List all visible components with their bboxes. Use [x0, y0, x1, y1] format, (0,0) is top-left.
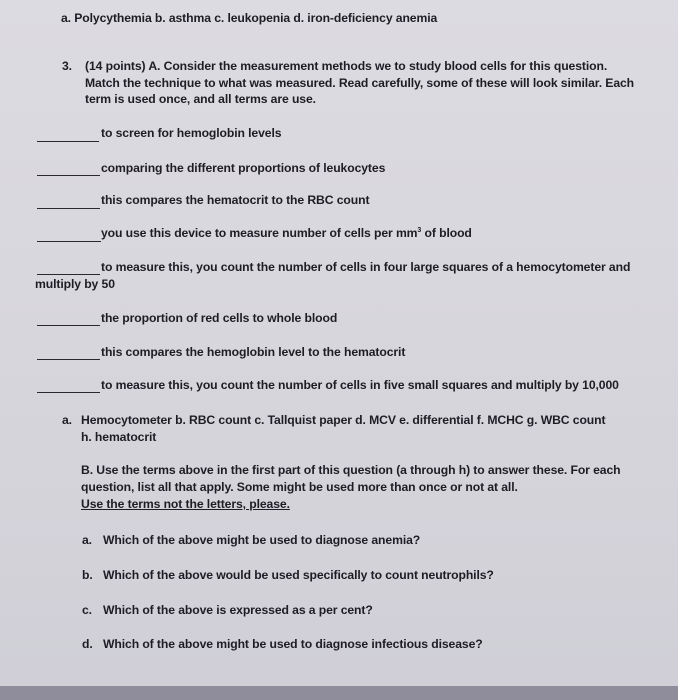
- partB-line2: question, list all that apply. Some might be used more than once or not at all.: [81, 480, 518, 494]
- answer-blank[interactable]: [37, 141, 99, 142]
- match-item: the proportion of red cells to whole blood: [101, 311, 338, 325]
- answer-blank[interactable]: [37, 359, 100, 360]
- question-letter: d.: [82, 637, 93, 651]
- match-item: comparing the different proportions of leukocytes: [101, 161, 386, 175]
- answer-blank[interactable]: [37, 175, 100, 176]
- q3-number: 3.: [62, 59, 72, 73]
- partB-line1: B. Use the terms above in the first part of this question (a through h) to answer these. For each: [81, 463, 621, 477]
- q3-header-line3: term is used once, and all terms are use.: [85, 92, 316, 106]
- question-letter: c.: [82, 603, 92, 617]
- terms-list-line1: Hemocytometer b. RBC count c. Tallquist paper d. MCV e. differential f. MCHC g. WBC count: [81, 413, 606, 427]
- match-item-continuation: multiply by 50: [35, 277, 115, 291]
- answer-blank[interactable]: [37, 392, 100, 393]
- match-item: to measure this, you count the number of cells in five small squares and multiply by 10,000: [101, 378, 619, 392]
- q2-answer-options: a. Polycythemia b. asthma c. leukopenia d. iron-deficiency anemia: [61, 11, 438, 25]
- question-text: Which of the above might be used to diagnose infectious disease?: [103, 637, 483, 651]
- match-item: this compares the hematocrit to the RBC count: [101, 193, 370, 207]
- answer-blank[interactable]: [37, 208, 100, 209]
- match-item: this compares the hemoglobin level to the hematocrit: [101, 345, 406, 359]
- terms-list-line2: h. hematocrit: [81, 430, 157, 444]
- match-item: to measure this, you count the number of cells in four large squares of a hemocytometer and: [101, 260, 631, 274]
- q3-header-line1: (14 points) A. Consider the measurement methods we to study blood cells for this question.: [85, 59, 608, 73]
- question-letter: a.: [82, 533, 92, 547]
- question-letter: b.: [82, 568, 93, 582]
- match-item: you use this device to measure number of cells per $mm^3$ of blood: [101, 226, 472, 240]
- answer-blank[interactable]: [37, 241, 101, 242]
- q3-header-line2: Match the technique to what was measured. Read carefully, some of these will look similar. Each: [85, 76, 635, 90]
- question-text: Which of the above might be used to diagnose anemia?: [103, 533, 421, 547]
- question-text: Which of the above would be used specifically to count neutrophils?: [103, 568, 494, 582]
- match-item: to screen for hemoglobin levels: [101, 126, 282, 140]
- terms-letter: a.: [62, 413, 72, 427]
- answer-blank[interactable]: [37, 274, 100, 275]
- page-bottom-edge: [0, 686, 678, 700]
- answer-blank[interactable]: [37, 325, 100, 326]
- partB-line3: Use the terms not the letters, please.: [81, 497, 290, 511]
- question-text: Which of the above is expressed as a per cent?: [103, 603, 373, 617]
